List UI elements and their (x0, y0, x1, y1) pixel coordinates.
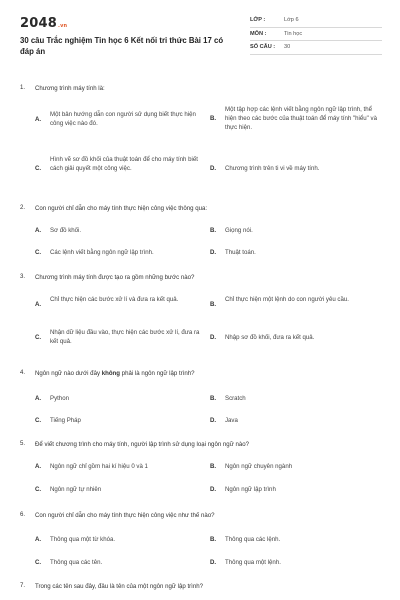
option-letter: B. (210, 301, 217, 308)
option-letter: B. (210, 227, 217, 234)
site-logo[interactable]: 2048.vn (20, 16, 68, 31)
option-text: Sơ đồ khối. (50, 227, 82, 234)
question-number: 5. (20, 440, 26, 447)
option-letter: C. (35, 249, 42, 256)
question-4 (20, 369, 382, 429)
option-letter: B. (210, 115, 217, 122)
question-text: Trong các tên sau đây, đâu là tên của một ngôn ngữ lập trình? (35, 583, 204, 590)
question-7 (20, 582, 382, 594)
option-letter: C. (35, 559, 42, 566)
question-5 (20, 440, 382, 500)
option-letter: A. (35, 301, 42, 308)
option-text: Một bản hướng dẫn con người sử dụng biết thực hiện công việc nào đó. (50, 111, 196, 127)
option-text: Ngôn ngữ chỉ gồm hai kí hiệu 0 và 1 (50, 463, 148, 470)
option-letter: C. (35, 417, 42, 424)
option-letter: A. (35, 227, 42, 234)
question-number: 2. (20, 204, 26, 211)
option-text: Python (50, 395, 69, 402)
option-letter: A. (35, 463, 42, 470)
question-text: Chương trình máy tính là: (35, 85, 105, 92)
option-text: Nhận dữ liệu đầu vào, thực hiện các bước xử lí, đưa ra kết quả. (50, 329, 200, 345)
option-text: Thuật toán. (225, 249, 256, 256)
option-letter: B. (210, 463, 217, 470)
option-letter: D. (210, 249, 217, 256)
option-letter: D. (210, 417, 217, 424)
page-title: 30 câu Trắc nghiệm Tin học 6 Kết nối tri thức Bài 17 có đáp án (20, 36, 224, 56)
option-letter: D. (210, 334, 217, 341)
page-header (10, 8, 390, 70)
question-6 (20, 511, 382, 571)
question-text-emphasis: không (101, 370, 120, 377)
option-text: Java (225, 417, 238, 424)
option-letter: D. (210, 559, 217, 566)
option-text: Chỉ thực hiện một lệnh do con người yêu cầu. (225, 296, 349, 303)
option-text: Thông qua một từ khóa. (50, 536, 116, 543)
meta-key: LỚP : (250, 17, 266, 24)
meta-value: Lớp 6 (284, 17, 299, 24)
option-text: Thông qua các lệnh. (225, 536, 281, 543)
logo-suffix: .vn (57, 23, 68, 29)
meta-row-subject (250, 28, 382, 42)
option-text: Thông qua các tên. (50, 559, 103, 566)
option-letter: D. (210, 486, 217, 493)
question-3 (20, 273, 382, 363)
question-text: Chương trình máy tính được tạo ra gồm những bước nào? (35, 274, 195, 281)
option-text: Tiếng Pháp (50, 417, 81, 424)
question-1 (20, 84, 382, 190)
option-letter: D. (210, 165, 217, 172)
option-letter: A. (35, 536, 42, 543)
option-text: Chương trình trên ti vi về máy tính. (225, 165, 320, 172)
meta-value: 30 (284, 44, 291, 51)
option-text: Ngôn ngữ tự nhiên (50, 486, 102, 493)
option-text: Thông qua một lệnh. (225, 559, 281, 566)
option-text: Ngôn ngữ chuyên ngành (225, 463, 293, 470)
question-number: 4. (20, 369, 26, 376)
option-letter: C. (35, 165, 42, 172)
quiz-meta (250, 14, 382, 55)
question-text-after: phải là ngôn ngữ lập trình? (119, 370, 195, 377)
option-letter: B. (210, 536, 217, 543)
meta-row-class (250, 14, 382, 28)
option-text: Ngôn ngữ lập trình (225, 486, 276, 493)
quiz-page (10, 8, 390, 600)
option-letter: C. (35, 334, 42, 341)
question-text: Con người chỉ dẫn cho máy tính thực hiện công việc như thế nào? (35, 512, 215, 519)
option-text: Scratch (225, 395, 246, 402)
question-number: 3. (20, 273, 26, 280)
option-text: Các lệnh viết bằng ngôn ngữ lập trình. (50, 249, 154, 256)
question-number: 6. (20, 511, 26, 518)
option-letter: C. (35, 486, 42, 493)
meta-key: MÔN : (250, 30, 267, 37)
question-text-before: Ngôn ngữ nào dưới đây (35, 370, 102, 377)
question-2 (20, 204, 382, 256)
meta-row-count (250, 41, 382, 55)
option-text: Nhập sơ đồ khối, đưa ra kết quả. (225, 334, 315, 341)
option-text: Giọng nói. (225, 227, 253, 234)
meta-key: SỐ CÂU : (250, 44, 276, 51)
question-text: Con người chỉ dẫn cho máy tính thực hiện công việc thông qua: (35, 205, 208, 212)
question-text (35, 369, 375, 378)
option-letter: B. (210, 395, 217, 402)
question-number: 1. (20, 84, 26, 91)
question-number: 7. (20, 582, 26, 589)
option-text: Chỉ thực hiện các bước xử lí và đưa ra kết quả. (50, 296, 179, 303)
option-letter: A. (35, 395, 42, 402)
meta-value: Tin học (284, 30, 303, 37)
option-text: Hình vẽ sơ đồ khối của thuật toán để cho máy tính biết cách giải quyết một công việc. (50, 156, 198, 172)
question-text: Để viết chương trình cho máy tính, người lập trình sử dụng loại ngôn ngữ nào? (35, 441, 250, 448)
option-letter: A. (35, 116, 42, 123)
option-text: Một tập hợp các lệnh viết bằng ngôn ngữ lập trình, thể hiện theo các bước của thuật toán để máy tính "hiểu" và thực hiện. (225, 106, 377, 131)
